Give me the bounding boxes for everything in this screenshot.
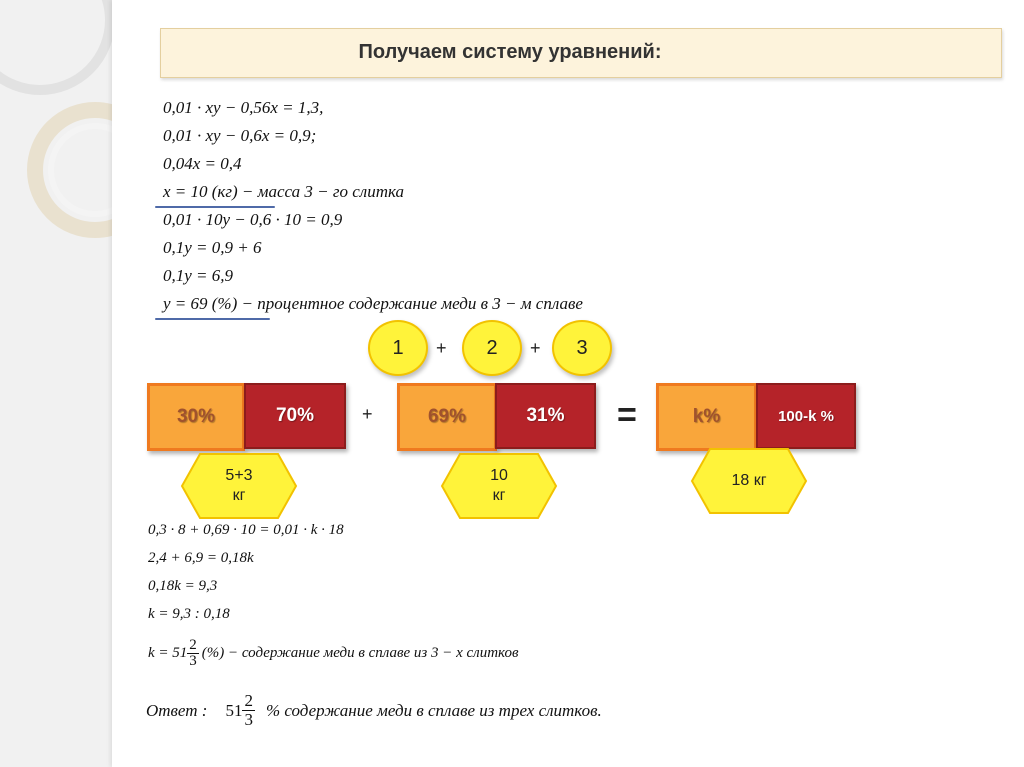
alloy-2-mass-unit: кг [492,487,506,504]
ingot-circle-3: 3 [552,320,612,376]
alloy-2-copper-box [397,383,497,451]
result-suffix: (%) − содержание меди в сплаве из 3 − х слитков [201,645,519,661]
result-prefix: k = 51 [148,645,188,661]
answer-label: Ответ : [146,700,208,720]
alloy-1-copper-box [147,383,245,451]
alloy-1-other-box [244,383,346,449]
equation-line: 0,01 · xy − 0,56x = 1,3, [163,98,324,117]
alloy-2-other-box [495,383,596,449]
equation-line: 0,04x = 0,4 [163,154,242,173]
alloy-3-other-percent: 100-k % [778,407,834,425]
answer-fraction [242,692,255,729]
result-fraction [187,638,199,669]
ingot-circle-1: 1 [368,320,428,376]
fraction-numerator: 2 [189,637,197,653]
calculation-line: 2,4 + 6,9 = 0,18k [148,550,254,566]
alloy-1-copper-percent: 30% [176,406,216,427]
result-line [148,638,519,669]
alloy-3-mass-value: 18 кг [731,472,767,489]
alloy-2-mass-hexagon [440,452,558,520]
alloy-3-copper-box [656,383,757,451]
fraction-denominator: 3 [244,710,253,729]
alloy-1-mass-unit: кг [232,487,246,504]
alloy-3-other-box [756,383,856,449]
fraction-denominator: 3 [189,653,197,669]
page-title: Получаем систему уравнений: [358,40,662,63]
calculation-line: 0,18k = 9,3 [148,578,218,594]
answer-text: % содержание меди в сплаве из трех слитков. [265,700,602,720]
decorative-rings-icon [0,0,112,767]
plus-sign: + [530,338,541,358]
underline-mark [155,318,270,320]
answer-whole: 51 [225,700,243,720]
calculation-line: k = 9,3 : 0,18 [148,606,230,622]
equation-line: 0,1y = 0,9 + 6 [163,238,262,257]
equals-sign: = [617,396,637,434]
alloy-2-other-percent: 31% [526,405,565,426]
plus-sign: + [362,404,373,424]
equation-line: x = 10 (кг) − масса 3 − го слитка [163,182,405,201]
ingot-circle-2: 2 [462,320,522,376]
calculation-line: 0,3 · 8 + 0,69 · 10 = 0,01 · k · 18 [148,522,344,538]
plus-sign: + [436,338,447,358]
alloy-1-mass-hexagon [180,452,298,520]
alloy-2-copper-percent: 69% [427,406,467,427]
answer-line [146,692,602,729]
alloy-3-mass-hexagon [690,447,808,515]
equation-line: y = 69 (%) − процентное содержание меди в 3 − м сплаве [163,294,583,313]
alloy-3-copper-percent: k% [692,406,721,427]
fraction-numerator: 2 [244,691,253,710]
decorative-background [0,0,112,767]
equation-line: 0,01 · xy − 0,6x = 0,9; [163,126,317,145]
equation-line: 0,01 · 10y − 0,6 · 10 = 0,9 [163,210,343,229]
alloy-2-mass-value: 10 [490,467,508,484]
alloy-1-mass-value: 5+3 [225,467,253,484]
alloy-1-other-percent: 70% [275,405,315,426]
equation-line: 0,1y = 6,9 [163,266,234,285]
